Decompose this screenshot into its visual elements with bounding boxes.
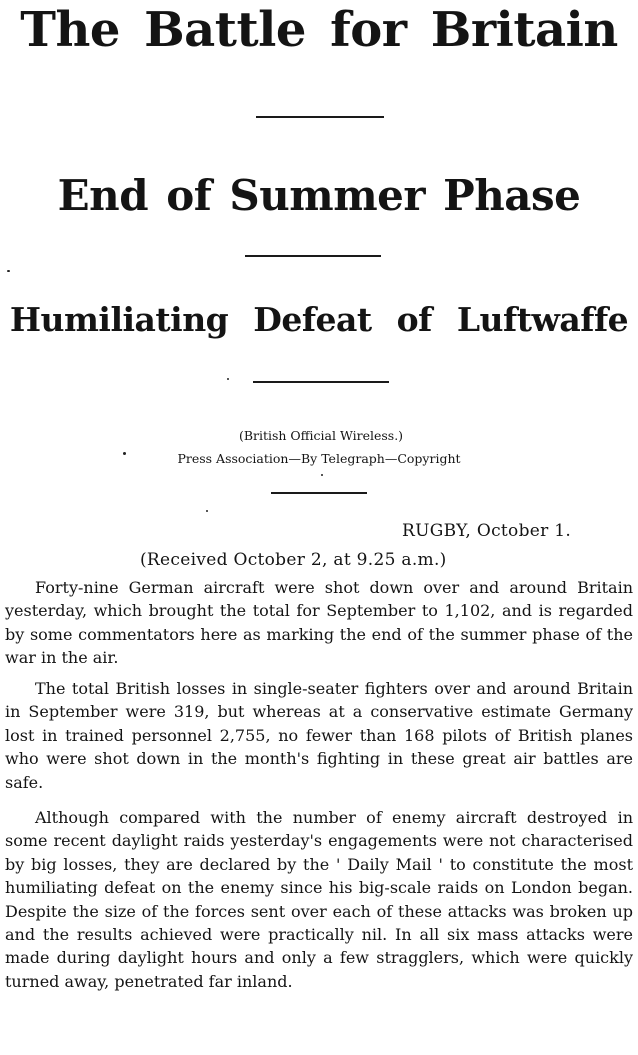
headline-divider: [245, 255, 381, 257]
paragraph-text: Although compared with the number of enemy aircraft destroyed in some recent daylight raids yesterday's engagements were not characterised by big losses, they are declared by the ' Daily Mail ' to constitute the most humiliating defeat on the enemy since his big-scale raids on London began. Despite the size of the forces sent over each of these attacks was broken up and the results achieved were practically nil. In all six mass attacks were made during daylight hours and only a few stragglers, which were quickly turned away, penetrated far inland.: [5, 808, 633, 991]
main-headline: The Battle for Britain: [20, 2, 618, 58]
article-paragraph: [5, 806, 633, 993]
paragraph-text: The total British losses in single-seater fighters over and around Britain in September were 319, but whereas at a conservative estimate Germany lost in trained personnel 2,755, no fewer than 168 pilots of British planes who were shot down in the month's fighting in these great air battles are safe.: [5, 679, 633, 792]
dateline: RUGBY, October 1.: [402, 521, 572, 541]
article-paragraph: [5, 576, 633, 670]
received-time: (Received October 2, at 9.25 a.m.): [140, 550, 447, 570]
section-divider: [271, 492, 367, 494]
paragraph-text: Forty-nine German aircraft were shot down over and around Britain yesterday, which brought the total for September to 1,102, and is regarded by some commentators here as marking the end of the summer phase of the war in the air.: [5, 578, 633, 668]
third-headline: Humiliating Defeat of Luftwaffe: [9, 300, 629, 339]
headline-divider: [253, 381, 389, 383]
source-credit: (British Official Wireless.): [238, 428, 404, 443]
headline-divider: [256, 116, 384, 118]
print-speck: [321, 474, 323, 476]
copyright-credit: Press Association—By Telegraph—Copyright: [177, 451, 461, 466]
second-headline: End of Summer Phase: [57, 171, 581, 220]
print-speck: [206, 510, 208, 512]
print-speck: [227, 378, 229, 380]
print-speck: [7, 270, 10, 272]
article-paragraph: [5, 677, 633, 794]
print-speck: [123, 452, 126, 455]
